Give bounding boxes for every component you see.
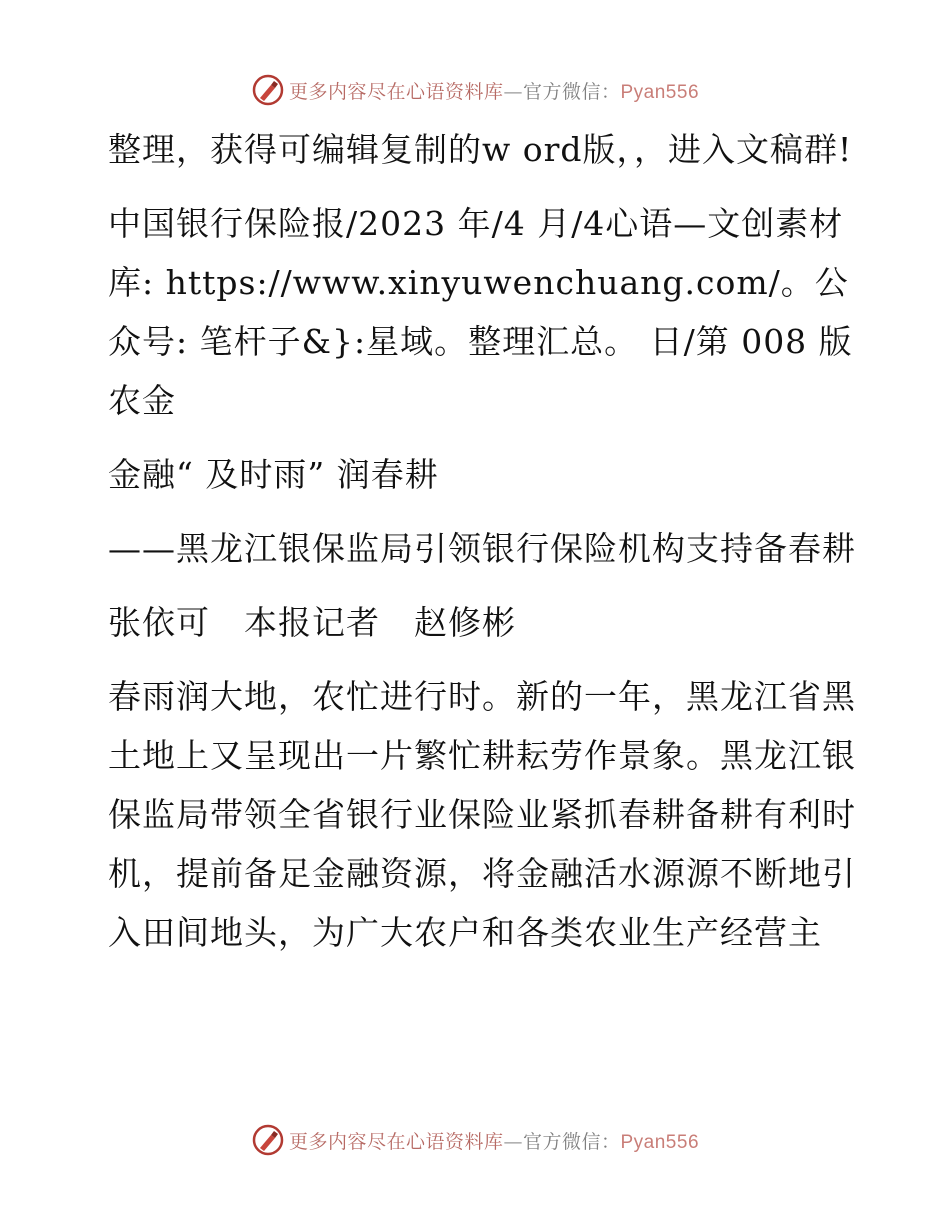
watermark-text: 更多内容尽在心语资料库—官方微信：Pyan556 — [288, 80, 700, 103]
footer-watermark-banner — [0, 1120, 950, 1160]
watermark-text: 更多内容尽在心语资料库—官方微信：Pyan556 — [288, 1130, 700, 1153]
pen-circle-logo-icon — [251, 73, 285, 107]
article-subtitle: ——黑龙江银保监局引领银行保险机构支持备春耕 — [108, 529, 856, 568]
article-body-paragraph: 春雨润大地，农忙进行时。新的一年，黑龙江省黑土地上又呈现出一片繁忙耕耘劳作景象。黑龙江银保监局带领全省银行业保险业紧抓春耕备耕有利时机，提前备足金融资源，将金融活水源源不断地引入田间地头，为广大农户和各类农业生产经营主 — [108, 677, 856, 952]
pen-circle-logo-icon — [251, 1123, 285, 1157]
article-byline: 张依可 本报记者 赵修彬 — [108, 603, 516, 642]
document-body — [96, 120, 856, 977]
paragraph-source-line: 中国银行保险报/2023 年/4 月/4心语—文创素材库: https://www.xinyuwenchuang.com/。公众号: 笔杆子&}:星域。整理汇总。 日/第 008 版农金 — [108, 204, 853, 420]
article-title: 金融“ 及时雨” 润春耕 — [108, 455, 439, 494]
header-watermark-banner — [0, 70, 950, 110]
paragraph-editable-note: 整理，获得可编辑复制的w ord版，，进入文稿群! — [108, 130, 853, 169]
